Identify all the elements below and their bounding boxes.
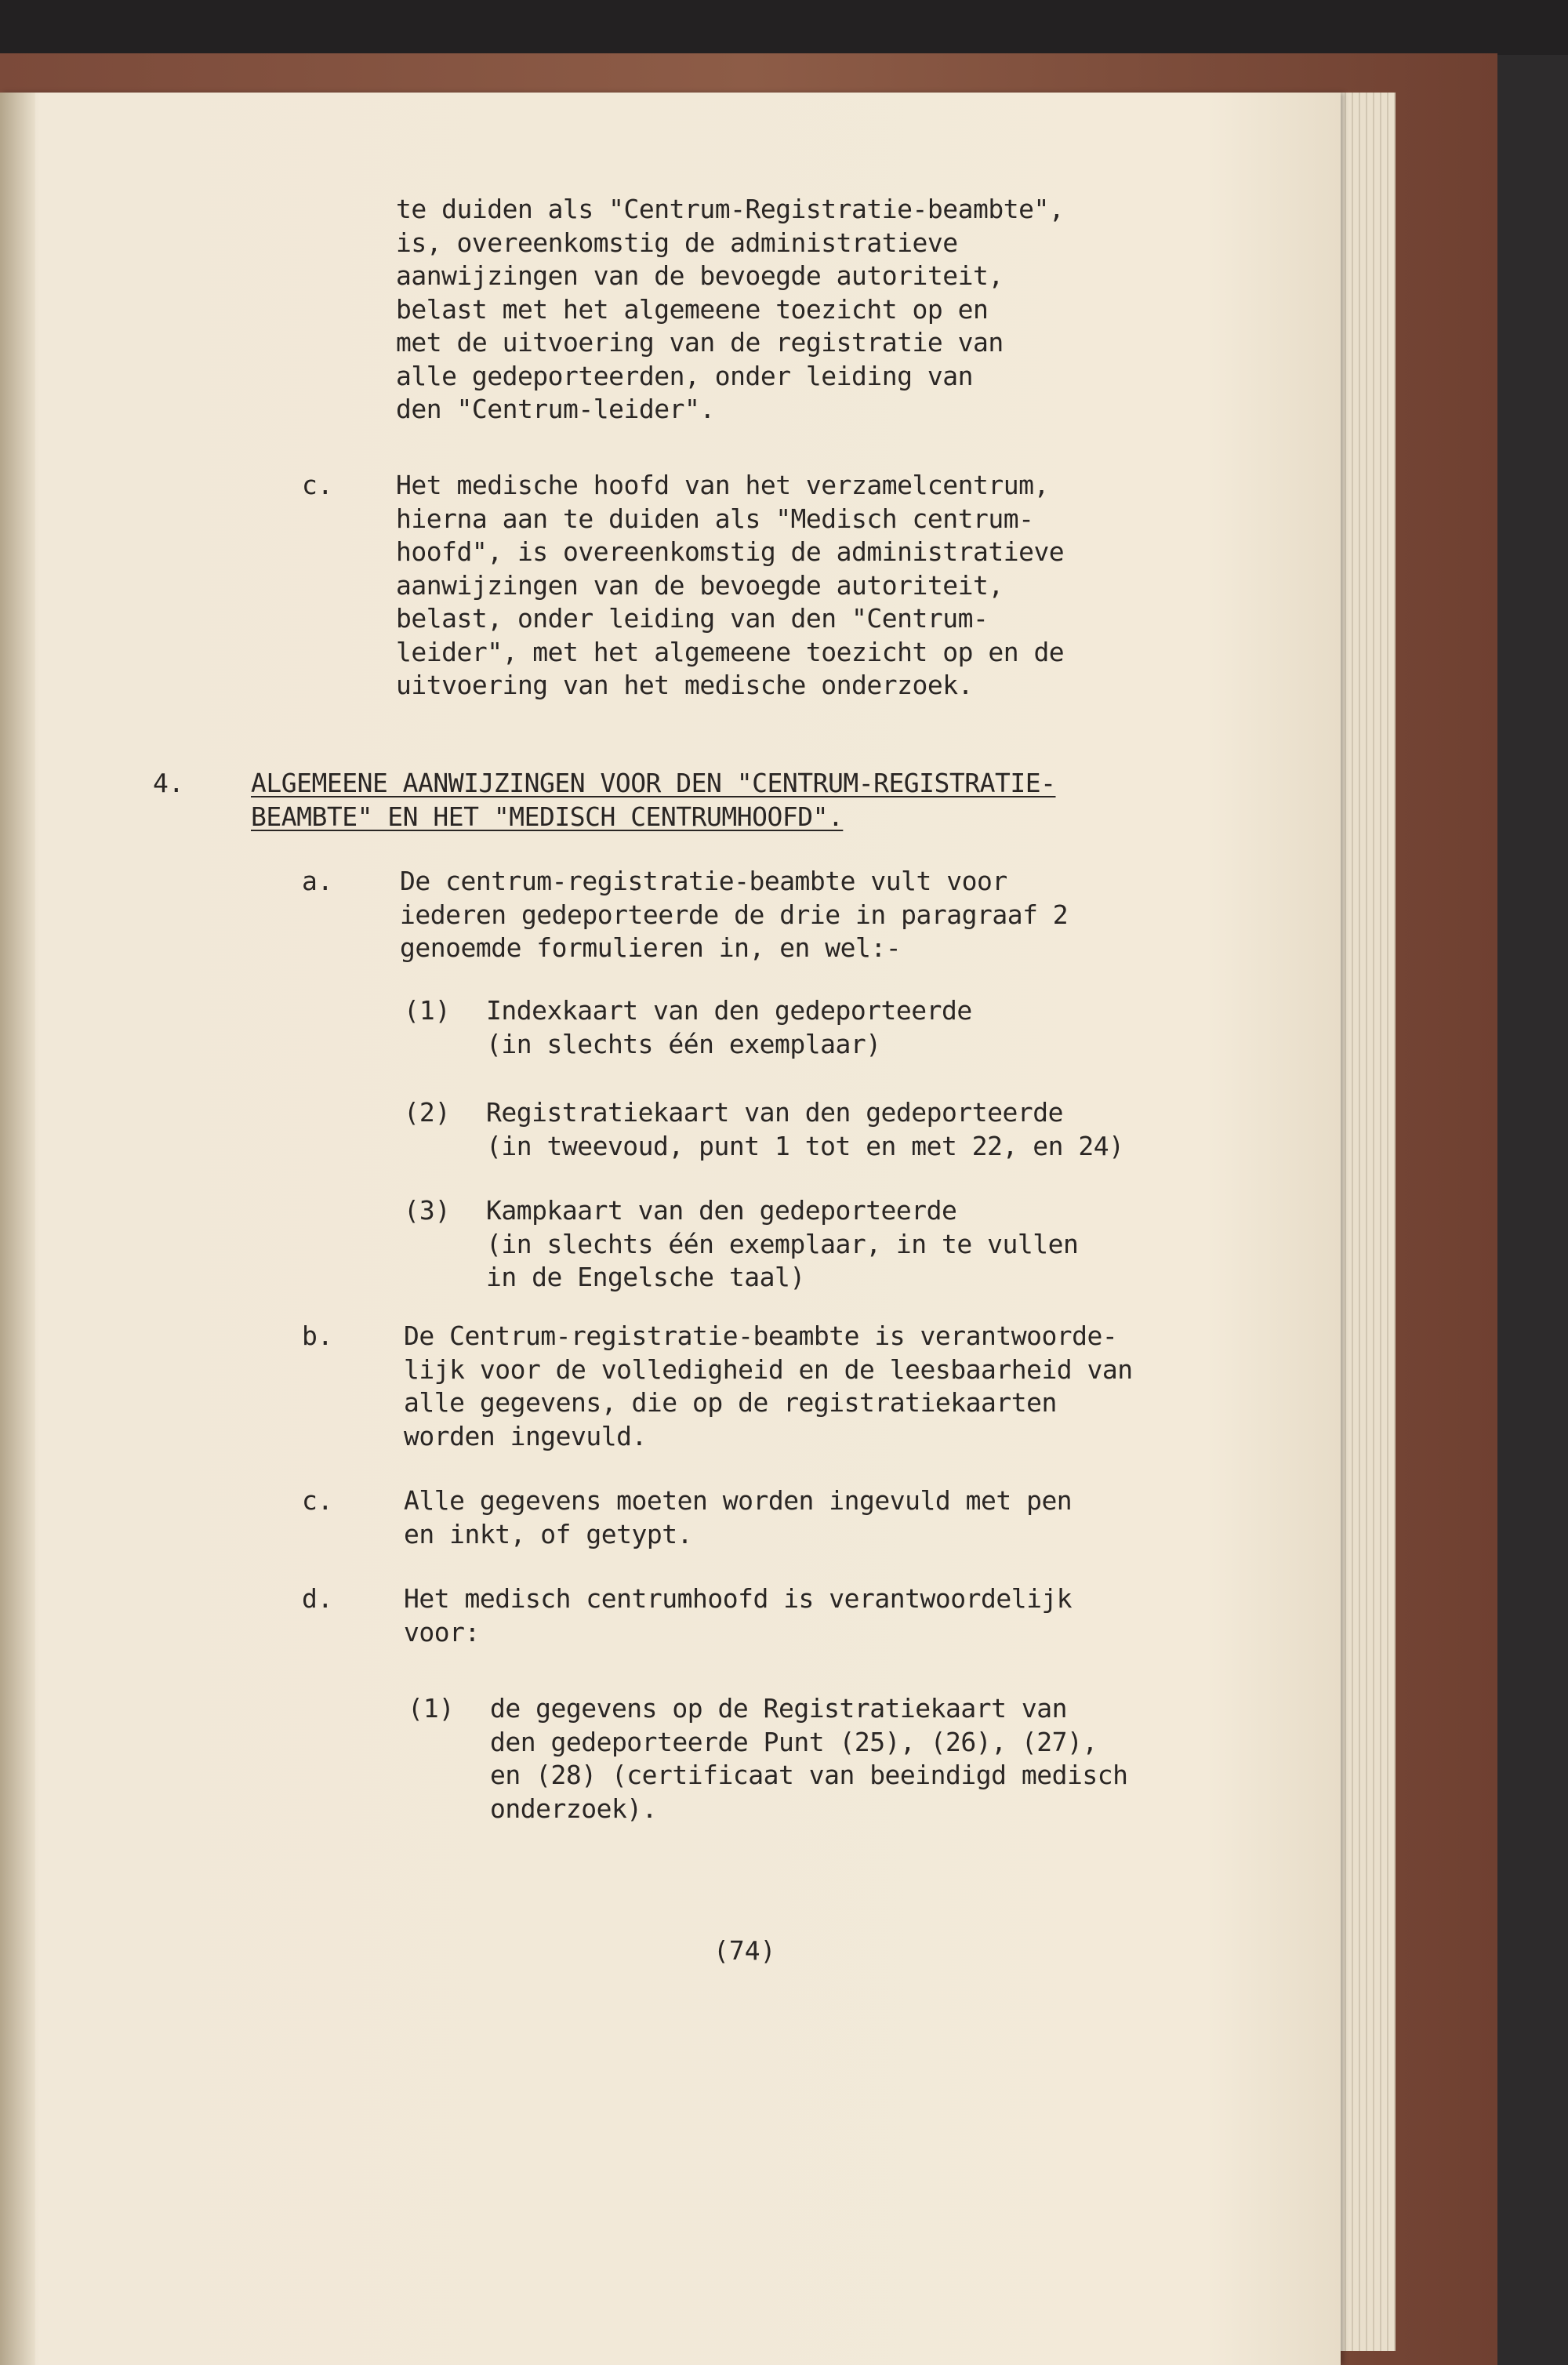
item-d-text: Het medisch centrumhoofd is verantwoordelijk voor: xyxy=(404,1583,1073,1648)
item-b-text: De Centrum-registratie-beambte is verantwoorde- lijk voor de volledigheid en de leesbaarheid van alle gegevens, die op de registratiekaarten worden ingevuld. xyxy=(404,1321,1133,1451)
subitem-d1-text: de gegevens op de Registratiekaart van den gedeporteerde Punt (25), (26), (27), en (28) (certificaat van beeindigd medisch onderzoek). xyxy=(490,1693,1128,1824)
item-c2-text: Alle gegevens moeten worden ingevuld met pen en inkt, of getypt. xyxy=(404,1485,1073,1549)
item-c-label: c. xyxy=(302,470,333,500)
section-4-number: 4. xyxy=(153,768,184,798)
subitem-a2-text: Registratiekaart van den gedeporteerde (in tweevoud, punt 1 tot en met 22, en 24) xyxy=(486,1097,1124,1161)
document-page xyxy=(0,93,1341,2365)
item-b-label: b. xyxy=(302,1321,333,1351)
item-a-text: De centrum-registratie-beambte vult voor iederen gedeporteerde de drie in paragraaf 2 genoemde formulieren in, en wel:- xyxy=(400,866,1069,963)
page-gutter xyxy=(0,93,35,2365)
item-c2-label: c. xyxy=(302,1485,333,1516)
intro-paragraph: te duiden als "Centrum-Registratie-beambte", is, overeenkomstig de administratieve aanwijzingen van de bevoegde autoriteit, belast met het algemeene toezicht op en met de uitvoering van de registratie van alle gedeporteerden, onder leiding van den "Centrum-leider". xyxy=(396,194,1065,424)
subitem-a1-label: (1) xyxy=(404,995,451,1026)
subitem-d1-label: (1) xyxy=(408,1693,455,1724)
item-a-label: a. xyxy=(302,866,333,896)
section-4-heading: ALGEMEENE AANWIJZINGEN VOOR DEN "CENTRUM-REGISTRATIE- BEAMBTE" EN HET "MEDISCH CENTRUMHOOFD". xyxy=(251,768,1056,832)
page-number: (74) xyxy=(713,1935,776,1966)
subitem-a3-label: (3) xyxy=(404,1195,451,1226)
subitem-a3-text: Kampkaart van den gedeporteerde (in slechts één exemplaar, in te vullen in de Engelsche taal) xyxy=(486,1195,1079,1292)
subitem-a1-text: Indexkaart van den gedeporteerde (in slechts één exemplaar) xyxy=(486,995,972,1059)
subitem-a2-label: (2) xyxy=(404,1097,451,1128)
background-top-edge xyxy=(0,0,1568,55)
item-d-label: d. xyxy=(302,1583,333,1614)
item-c-text: Het medische hoofd van het verzamelcentrum, hierna aan te duiden als "Medisch centrum- hoofd", is overeenkomstig de administratieve aanwijzingen van de bevoegde autoriteit, belast, onder leiding van den "Centrum- leider", met het algemeene toezicht op en de uitvoering van het medische onderzoek. xyxy=(396,470,1065,700)
